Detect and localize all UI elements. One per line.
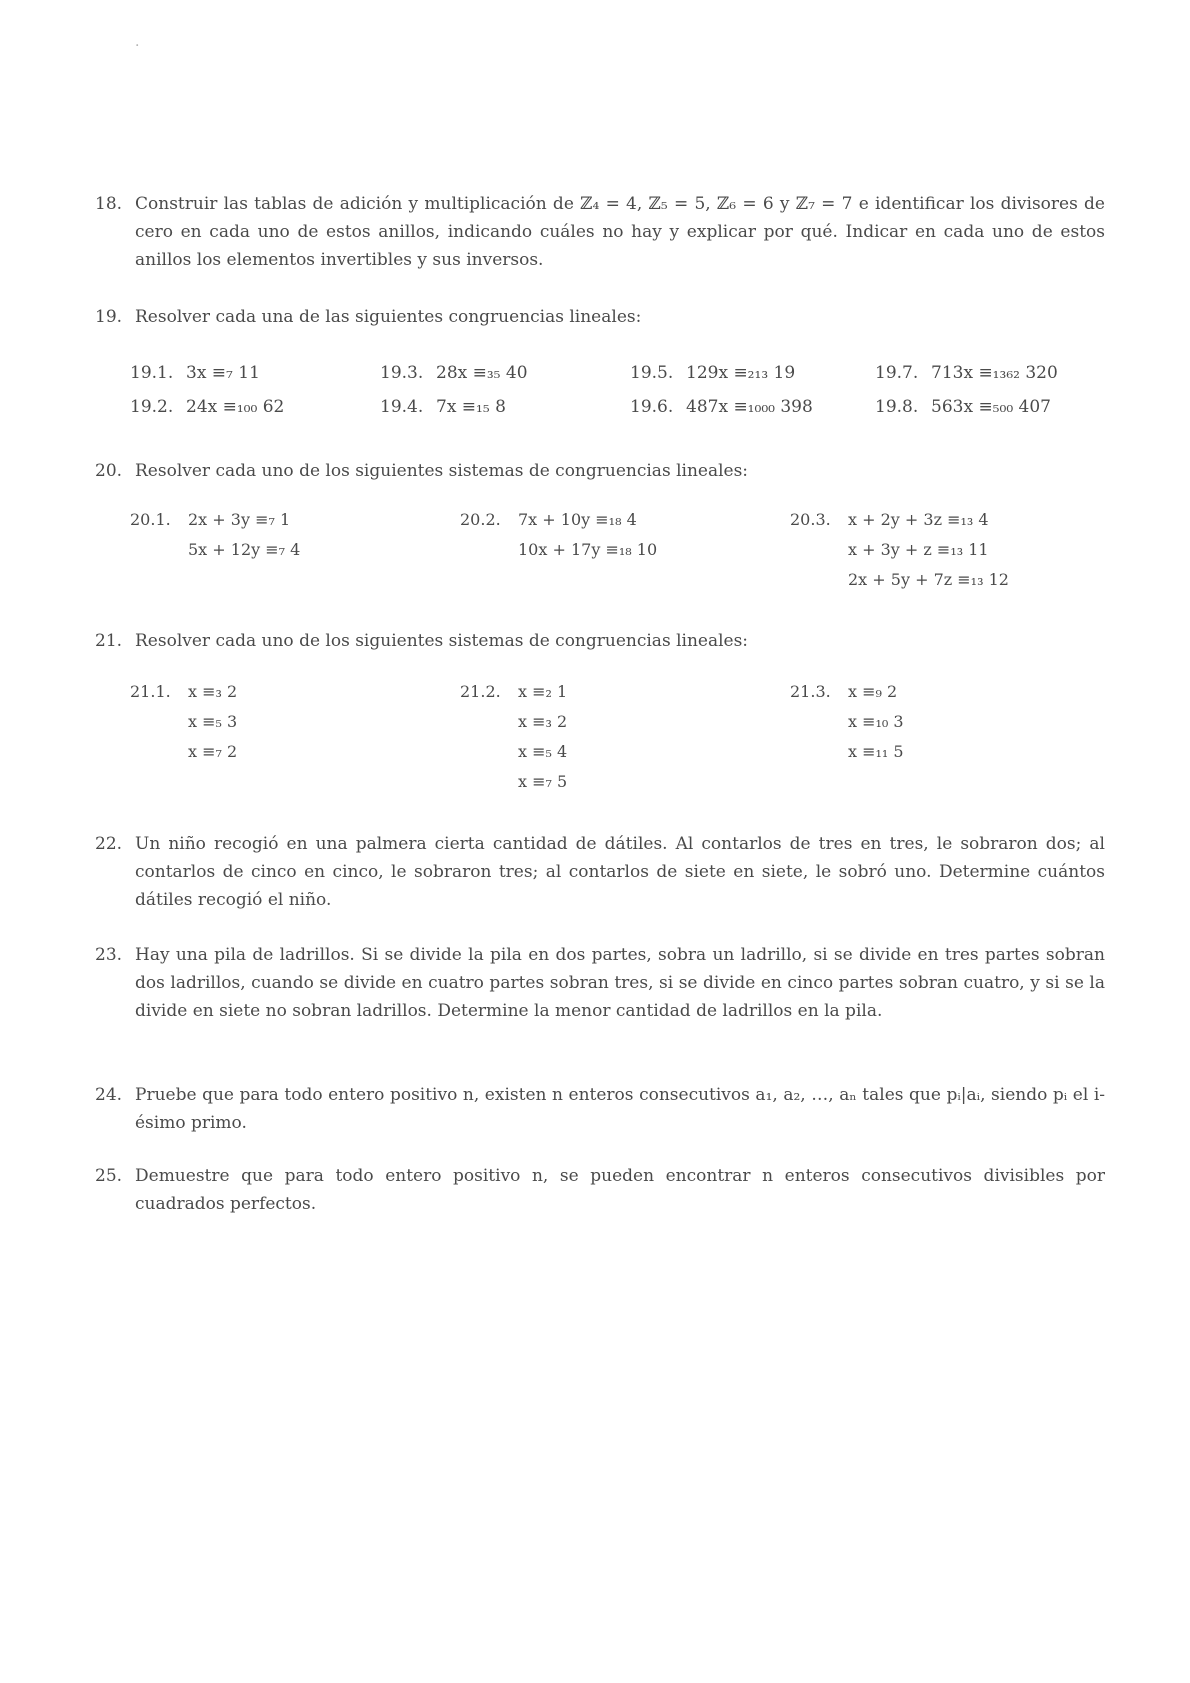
problem-number: 20.: [95, 461, 123, 481]
problem-23: [95, 941, 1105, 1025]
congruence-item: 19.7. 713x ≡₁₃₆₂ 320: [875, 363, 1058, 383]
congruence-item: 19.1. 3x ≡₇ 11: [130, 363, 260, 383]
problem-18: [95, 190, 1105, 274]
problem-number: 19.: [95, 307, 123, 327]
congruence-item: 19.6. 487x ≡₁₀₀₀ 398: [630, 397, 813, 417]
document-page: · 18. Construir las tablas de adición y multiplicación de ℤ₄ = 4, ℤ₅ = 5, ℤ₆ = 6 y ℤ₇ = 7 e identificar los divisores de cero en cada uno de estos anillos, indicando cuáles no hay y explicar por qué. Indicar en cada uno de estos anillos los elementos invertibles y sus inversos. 19. Resolver cada una de las siguientes congruencias lineales: 19.1. 3x ≡₇ 11 19.2. 24x ≡₁₀₀ 62 19.3. 28x ≡₃₅ 40 19.4. 7x ≡₁₅ 8 19.5. 129x ≡₂₁₃ 19 19.6. 487x ≡₁₀₀₀ 398 19.7. 713x ≡₁₃₆₂ 320 19.8. 563x ≡₅₀₀ 407 20. Resolver cada uno de los siguientes sistemas de congruencias lineales: 20.1. 2x + 3y ≡₇ 1 5x + 12y ≡₇ 4 20.2. 7x + 10y ≡₁₈ 4 10x + 17y ≡₁₈ 10 20.3. x + 2y + 3z ≡₁₃ 4 x + 3y + z ≡₁₃ 11 2x + 5y + 7z ≡₁₃ 12 21. Resolver cada uno de los siguientes sistemas de congruencias lineales: 21.1. x ≡₃ 2 x ≡₅ 3 x ≡₇ 2 21.2. x ≡₂ 1 x ≡₃ 2 x ≡₅ 4 x ≡₇ 5 21.3. x ≡₉ 2 x ≡₁₀ 3 x ≡₁₁ 5 22. Un niño recogió en una palmera cierta cantidad de dátiles. Al contarlos de tres en tres, le sobraron dos; al contarlos de cinco en cinco, le sobraron tres; al contarlos de siete en siete, le sobró uno. Determine cuántos dátiles recogió el niño. 23. Hay una pila de ladrillos. Si se divide la pila en dos partes, sobra un ladrillo, si se divide en tres partes sobran dos ladrillos, cuando se divide en cuatro partes sobran tres, si se divide en cinco partes sobran cuatro, y si se la divide en siete no sobran ladrillos. Determine la menor cantidad de ladrillos en la pila. 24. Pruebe que para todo entero positivo n, existen n enteros consecutivos a₁, a₂, …, aₙ tales que pᵢ|aᵢ, siendo pᵢ el i-ésimo primo. 25. Demuestre que para todo entero positivo n, se pueden encontrar n enteros consecutivos divisibles por cuadrados perfectos.: [0, 0, 1190, 1683]
problem-25: [95, 1162, 1105, 1218]
congruence-item: 19.2. 24x ≡₁₀₀ 62: [130, 397, 285, 417]
problem-text: Un niño recogió en una palmera cierta cantidad de dátiles. Al contarlos de tres en tres, le sobraron dos; al contarlos de cinco en cinco, le sobraron tres; al contarlos de siete en siete, le sobró uno. Determine cuántos dátiles recogió el niño.: [135, 834, 1105, 910]
problem-19: [95, 303, 1105, 331]
problem-number: 18.: [95, 194, 123, 214]
problem-text: Resolver cada uno de los siguientes sistemas de congruencias lineales:: [135, 461, 749, 481]
problem-number: 22.: [95, 834, 123, 854]
problem-text: Demuestre que para todo entero positivo n, se pueden encontrar n enteros consecutivos divisibles por cuadrados perfectos.: [135, 1166, 1105, 1214]
problem-number: 23.: [95, 945, 123, 965]
problem-24: [95, 1081, 1105, 1137]
problem-21: [95, 627, 1105, 655]
problem-text: Hay una pila de ladrillos. Si se divide la pila en dos partes, sobra un ladrillo, si se divide en tres partes sobran dos ladrillos, cuando se divide en cuatro partes sobran tres, si se divide en cinco partes sobran cuatro, y si se la divide en siete no sobran ladrillos. Determine la menor cantidad de ladrillos en la pila.: [135, 945, 1105, 1021]
problem-number: 24.: [95, 1085, 123, 1105]
problem-number: 25.: [95, 1166, 123, 1186]
problem-text: Resolver cada una de las siguientes congruencias lineales:: [135, 307, 642, 327]
congruence-grid-19: [130, 358, 1090, 422]
problem-text: Pruebe que para todo entero positivo n, existen n enteros consecutivos a₁, a₂, …, aₙ tales que pᵢ|aᵢ, siendo pᵢ el i-ésimo primo.: [135, 1085, 1105, 1133]
problem-22: [95, 830, 1105, 914]
problem-20: [95, 457, 1105, 485]
congruence-item: 19.4. 7x ≡₁₅ 8: [380, 397, 506, 417]
congruence-item: 19.5. 129x ≡₂₁₃ 19: [630, 363, 796, 383]
corner-mark: ·: [135, 38, 140, 54]
problem-number: 21.: [95, 631, 123, 651]
congruence-item: 19.3. 28x ≡₃₅ 40: [380, 363, 528, 383]
problem-text: Construir las tablas de adición y multiplicación de ℤ₄ = 4, ℤ₅ = 5, ℤ₆ = 6 y ℤ₇ = 7 e identificar los divisores de cero en cada uno de estos anillos, indicando cuáles no hay y explicar por qué. Indicar en cada uno de estos anillos los elementos invertibles y sus inversos.: [135, 194, 1105, 270]
congruence-item: 19.8. 563x ≡₅₀₀ 407: [875, 397, 1051, 417]
problem-text: Resolver cada uno de los siguientes sistemas de congruencias lineales:: [135, 631, 749, 651]
